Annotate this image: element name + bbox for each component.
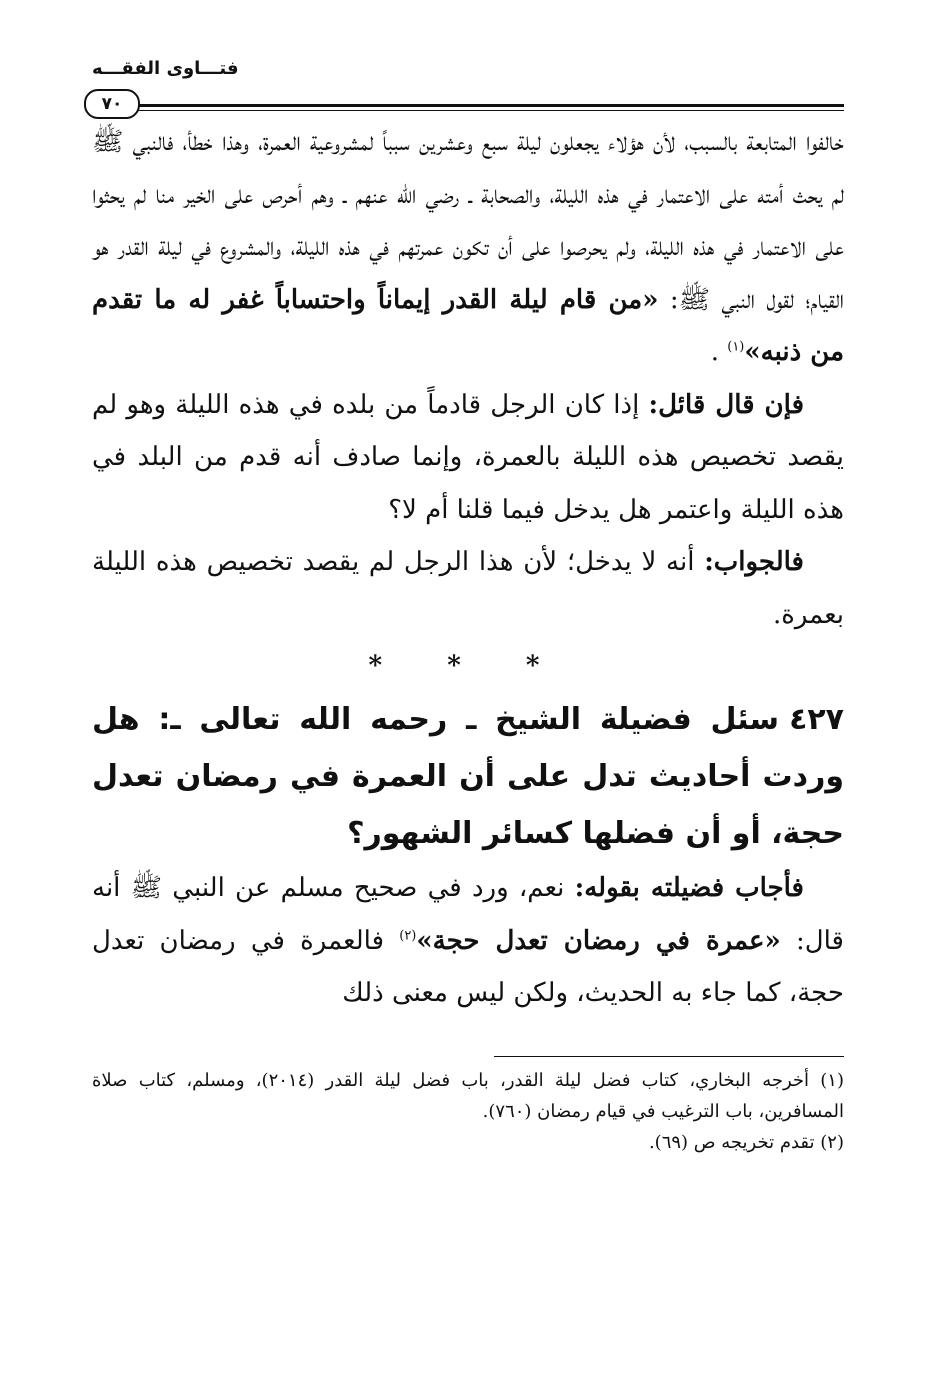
question-text: سئل فضيلة الشيخ ـ رحمه الله تعالى ـ: هل وردت أحاديث تدل على أن العمرة في رمضان تعدل حجة، أو أن فضلها كسائر الشهور؟: [92, 702, 844, 851]
paragraph-3: [92, 536, 844, 641]
paragraph-1-end: .: [710, 337, 728, 367]
header-rule-thin: [92, 110, 844, 111]
header-rule: [92, 82, 844, 116]
paragraph-2-lead: فإن قال قائل:: [648, 389, 804, 420]
page-number: ٧٠: [84, 89, 140, 119]
header-rule-thick: [92, 104, 844, 107]
paragraph-2-text: إذا كان الرجل قادماً من بلده في هذه الليلة وهو لم يقصد تخصيص هذه الليلة بالعمرة، وإنما صادف أنه قدم من البلد في هذه الليلة واعتمر هل يدخل فيما قلنا أم لا؟: [92, 389, 844, 525]
paragraph-4: [92, 862, 844, 1020]
footnote-1: (١) أخرجه البخاري، كتاب فضل ليلة القدر، باب فضل ليلة القدر (٢٠١٤)، ومسلم، كتاب صلاة المسافرين، باب الترغيب في قيام رمضان (٧٦٠).: [92, 1069, 844, 1122]
paragraph-4-text-continued: فالعمرة في رمضان تعدل حجة، كما جاء به الحديث، ولكن ليس معنى ذلك: [92, 925, 844, 1008]
running-title: فتـــاوى الفقـــه: [92, 58, 239, 79]
paragraph-3-text: أنه لا يدخل؛ لأن هذا الرجل لم يقصد تخصيص هذه الليلة بعمرة.: [92, 547, 844, 630]
paragraph-4-lead: فأجاب فضيلته بقوله:: [574, 873, 804, 903]
hadith-quote-1: «من قام ليلة القدر إيماناً واحتساباً غفر له ما تقدم من ذنبه»: [92, 284, 844, 367]
book-page: [92, 56, 844, 1158]
footnote-rule: [494, 1056, 844, 1057]
hadith-quote-2: «عمرة في رمضان تعدل حجة»: [416, 925, 781, 956]
paragraph-1: [92, 116, 844, 379]
footnote-ref-2: (٢): [399, 927, 417, 943]
paragraph-3-lead: فالجواب:: [704, 547, 804, 577]
footnote-2: (٢) تقدم تخريجه ص (٦٩).: [648, 1131, 844, 1153]
paragraph-1-text: خالفوا المتابعة بالسبب، لأن هؤلاء يجعلون ليلة سبع وعشرين سبباً لمشروعية العمرة، وهذا خطأ، فالنبي ﷺ لم يحث أمته على الاعتمار في هذه الليلة، والصحابة ـ رضي الله عنهم ـ وهم أحرص على الخير منا لم يحثوا على الاعتمار في هذه الليلة، ولم يحرصوا على أن تكون عمرتهم في هذه الليلة، والمشروع في ليلة القدر هو القيام؛ لقول النبي ﷺ:: [92, 127, 844, 315]
section-separator: * * *: [368, 651, 568, 681]
paragraph-4-text: نعم، ورد في صحيح مسلم عن النبي ﷺ أنه قال:: [92, 873, 844, 956]
question-heading: [92, 691, 844, 862]
question-number: ٤٢٧: [789, 702, 844, 737]
footnote-ref-1: (١): [727, 339, 745, 355]
paragraph-2: [92, 379, 844, 537]
